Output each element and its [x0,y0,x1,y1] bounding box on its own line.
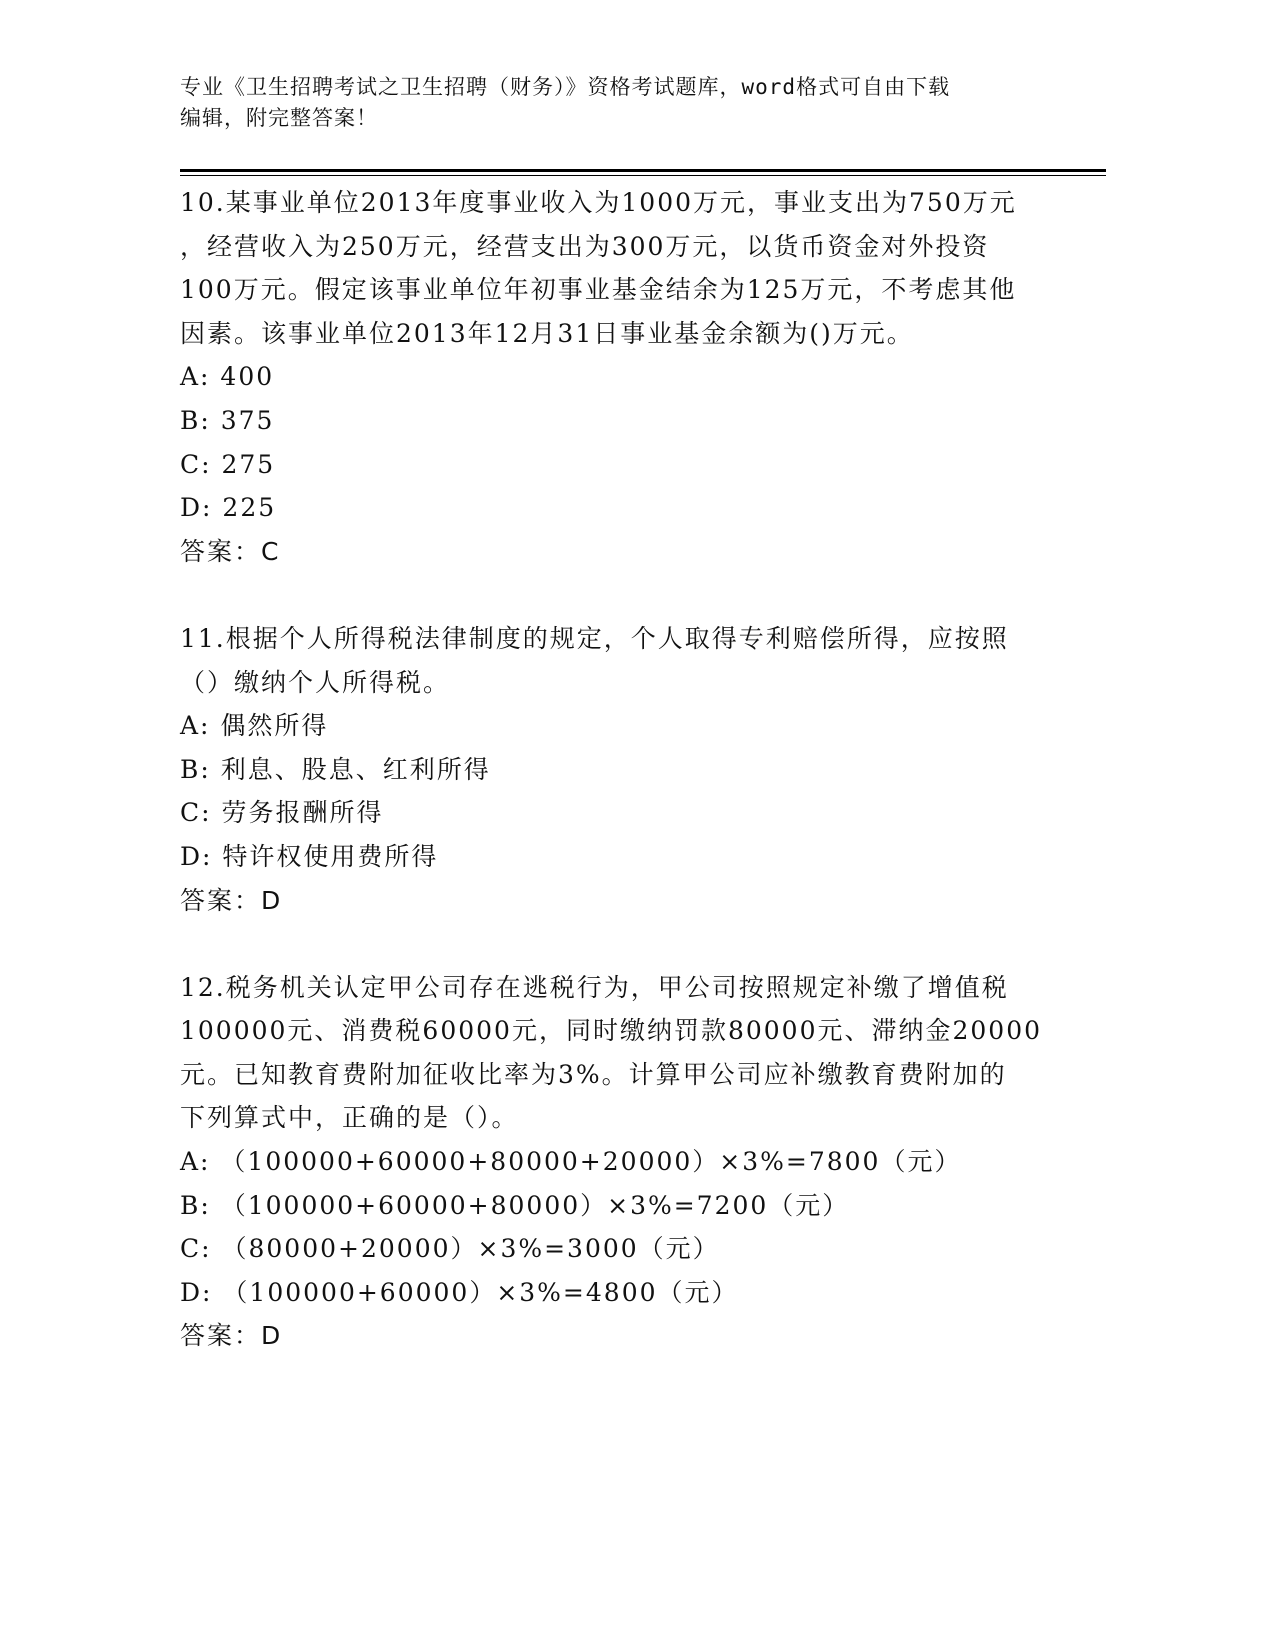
answer: 答案：C [180,536,281,566]
option-c: C: 劳务报酬所得 [180,798,384,828]
option-c: C: （80000+20000）×3%=3000（元） [180,1234,720,1264]
document-header [180,72,950,134]
question-12 [180,966,1080,1358]
question-stem-line: 因素。该事业单位2013年12月31日事业基金余额为()万元。 [180,318,914,348]
option-b: B: 利息、股息、红利所得 [180,754,491,784]
option-a: A: （100000+60000+80000+20000）×3%=7800（元） [180,1147,962,1177]
header-line: 编辑，附完整答案！ [180,106,378,130]
option-a: A: 400 [180,362,275,392]
question-11 [180,617,1080,922]
question-stem-line: 10.某事业单位2013年度事业收入为1000万元，事业支出为750万元 [180,188,1017,217]
option-b: B: （100000+60000+80000）×3%=7200（元） [180,1190,850,1220]
header-divider-thin [180,175,1106,176]
question-list [180,181,1080,1402]
option-a: A: 偶然所得 [180,711,329,741]
option-d: D: 特许权使用费所得 [180,841,439,871]
option-d: D: 225 [180,493,277,523]
option-c: C: 275 [180,449,276,479]
question-stem-line: ，经营收入为250万元，经营支出为300万元，以货币资金对外投资 [180,231,990,261]
header-divider-thick [180,169,1106,172]
answer: 答案：D [180,1321,283,1351]
question-stem-line: （）缴纳个人所得税。 [180,667,451,697]
option-d: D: （100000+60000）×3%=4800（元） [180,1277,739,1307]
question-stem-line: 100000元、消费税60000元，同时缴纳罚款80000元、滞纳金20000 [180,1016,1043,1046]
header-line: 专业《卫生招聘考试之卫生招聘（财务）》资格考试题库，word格式可自由下载 [180,75,951,99]
question-stem-line: 元。已知教育费附加征收比率为3%。计算甲公司应补缴教育费附加的 [180,1059,1007,1089]
question-stem-line: 100万元。假定该事业单位年初事业基金结余为125万元，不考虑其他 [180,275,1017,305]
answer: 答案：D [180,885,283,915]
question-stem-line: 下列算式中，正确的是（）。 [180,1103,519,1133]
question-stem-line: 11.根据个人所得税法律制度的规定，个人取得专利赔偿所得，应按照 [180,623,1009,653]
question-stem-line: 12.税务机关认定甲公司存在逃税行为，甲公司按照规定补缴了增值税 [180,972,1009,1002]
question-10 [180,181,1080,573]
option-b: B: 375 [180,405,275,435]
